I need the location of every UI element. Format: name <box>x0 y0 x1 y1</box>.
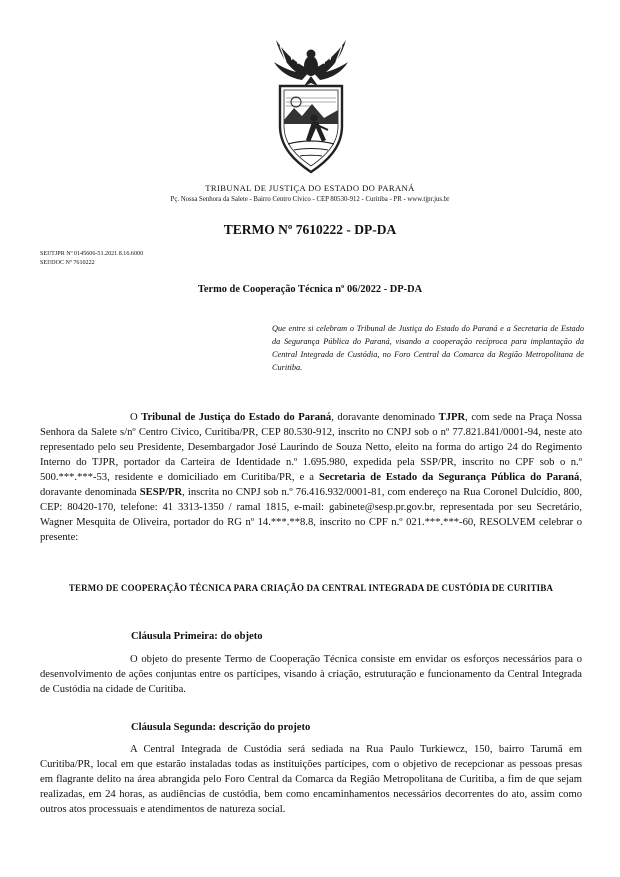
preamble-text-3: , com sede na Praça Nossa Senhora da Salete s/nº Centro Cívico, Curitiba/PR, CEP 80.530-912, inscrito no CNPJ sob o nº 77.821.841/0001-94, neste ato representado pelo seu Presidente, Desembargador José Laurindo de Souza Netto, eleito na forma do artigo 24 do Regimento Interno do TJPR, portador da Carteira de Identidade n.º 1.695.980, expedida pela SSP/PR, inscrito no CPF sob o n.º 500.***.***-53, residente e domiciliado em Curitiba/PR, e a <box>40 412 582 483</box>
sei-process-number: SEI!TJPR Nº 0145606-51.2021.8.16.6000 <box>40 251 144 257</box>
clause-first-body: O objeto do presente Termo de Cooperação Técnica consiste em envidar os esforços necessários para o desenvolvimento de ações conjuntas entre os partícipes, visando à criação, estruturação e funcionamento da Central Integrada de Custódia na cidade de Curitiba. <box>40 654 582 695</box>
preamble-acronym-tjpr: TJPR <box>438 412 466 423</box>
clause-text-second <box>40 742 582 817</box>
preamble-text-1: O <box>130 412 142 423</box>
preamble-party-sesp: Secretaria de Estado da Segurança Pública do Paraná <box>319 472 580 483</box>
document-subtitle: Termo de Cooperação Técnica nº 06/2022 - DP-DA <box>197 284 423 295</box>
clause-text-first <box>40 652 582 697</box>
preamble-paragraph <box>40 410 582 545</box>
preamble-text-4: , doravante denominada <box>40 472 582 498</box>
preamble-party-tjpr: Tribunal de Justiça do Estado do Paraná <box>141 412 332 423</box>
section-title: TERMO DE COOPERAÇÃO TÉCNICA PARA CRIAÇÃO DA CENTRAL INTEGRADA DE CUSTÓDIA DE CURITIBA <box>68 583 554 593</box>
preamble-text-5: , inscrita no CNPJ sob n.º 76.416.932/0001-81, com endereço na Rua Coronel Dulcídio, 800, CEP: 80420-170, telefone: 41 3313-1350 / ramal 1815, e-mail: gabinete@sesp.pr.gov.br, representada por seu Secretário, Wagner Mesquita de Oliveira, portador do RG nº 14.***.**8.8, inscrito no CPF n.º 021.***.***-60, RESOLVEM celebrar o presente: <box>40 487 582 543</box>
preamble-acronym-sesp: SESP/PR <box>139 487 183 498</box>
preamble-text-2: , doravante denominado <box>331 412 439 423</box>
parana-coat-of-arms-icon <box>266 36 356 178</box>
document-title: TERMO Nº 7610222 - DP-DA <box>223 222 397 237</box>
court-address: Pç. Nossa Senhora da Salete - Bairro Centro Cívico - CEP 80530-912 - Curitiba - PR - www.tjpr.jus.br <box>170 196 450 203</box>
sei-document-number: SEI!DOC Nº 7610222 <box>40 260 95 266</box>
ementa-summary: Que entre si celebram o Tribunal de Justiça do Estado do Paraná e a Secretaria de Estado da Segurança Pública do Paraná, visando a cooperação recíproca para implantação da Central Integrada de Custódia, no Foro Central da Comarca da Região Metropolitana de Curitiba. <box>272 324 584 372</box>
clause-second-body: A Central Integrada de Custódia será sediada na Rua Paulo Turkiewcz, 150, bairro Tarumã em Curitiba/PR, local em que estarão instaladas todas as instituições partícipes, com o objetivo de recepcionar as pessoas presas em flagrante delito na área abrangida pelo Foro Central da Comarca da Região Metropolitana de Curitiba, a fim de que sejam realizadas, em 24 horas, as audiências de custódia, bem como encaminhamentos necessários decorrentes do ato, assim como outros atos processuais e atendimentos de natureza social. <box>40 744 582 815</box>
court-name: TRIBUNAL DE JUSTIÇA DO ESTADO DO PARANÁ <box>205 183 415 193</box>
clause-title-second: Cláusula Segunda: descrição do projeto <box>131 722 311 733</box>
clause-title-first: Cláusula Primeira: do objeto <box>131 631 263 642</box>
